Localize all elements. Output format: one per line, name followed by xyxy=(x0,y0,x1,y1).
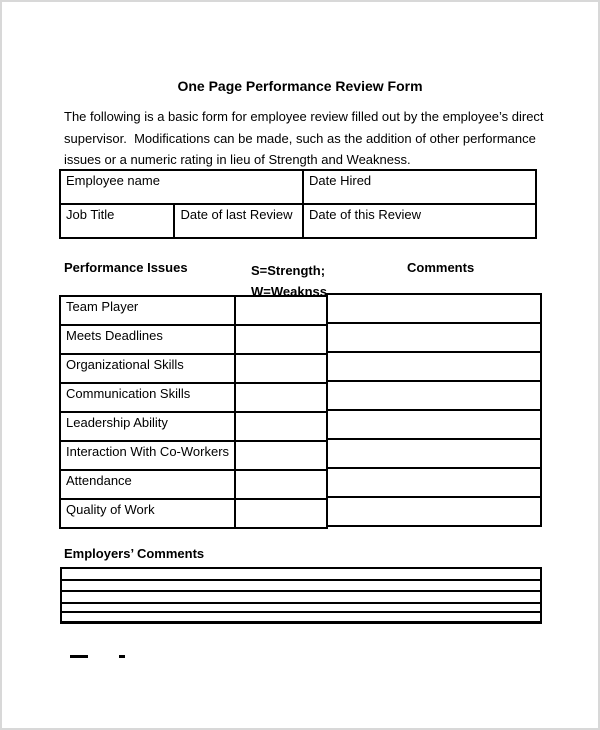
issue-cell xyxy=(60,470,235,499)
comment-cell[interactable] xyxy=(327,410,541,439)
issue-label: Team Player xyxy=(66,299,139,314)
rating-cell[interactable] xyxy=(235,296,327,325)
page-title: One Page Performance Review Form xyxy=(177,78,423,94)
rating-cell[interactable] xyxy=(235,325,327,354)
date-hired-field[interactable] xyxy=(303,170,536,204)
table-row xyxy=(327,410,541,439)
comment-cell[interactable] xyxy=(327,468,541,497)
job-title-label: Job Title xyxy=(66,207,115,222)
job-title-field[interactable] xyxy=(60,204,174,238)
date-this-review-field[interactable] xyxy=(303,204,536,238)
table-row xyxy=(327,352,541,381)
date-last-review-field[interactable] xyxy=(174,204,303,238)
clipped-text-fragment xyxy=(70,655,88,658)
rating-cell[interactable] xyxy=(235,383,327,412)
issue-cell xyxy=(60,296,235,325)
comment-line-row xyxy=(61,603,541,612)
table-row xyxy=(327,439,541,468)
comment-line-row xyxy=(61,580,541,591)
rating-cell[interactable] xyxy=(235,441,327,470)
comment-cell[interactable] xyxy=(327,439,541,468)
date-hired-label: Date Hired xyxy=(309,173,372,188)
comment-line-row xyxy=(61,591,541,603)
table-row xyxy=(327,294,541,323)
comment-line-row xyxy=(61,612,541,622)
intro-line: supervisor. Modifications can be made, such as the addition of other performance xyxy=(64,130,536,146)
table-row xyxy=(60,470,327,499)
comment-cell[interactable] xyxy=(327,294,541,323)
issue-label: Quality of Work xyxy=(66,502,155,517)
info-row-2 xyxy=(60,204,536,238)
table-row xyxy=(60,499,327,528)
employee-name-label: Employee name xyxy=(66,173,160,188)
employers-comments-table xyxy=(60,567,542,624)
table-row xyxy=(327,381,541,410)
comment-line[interactable] xyxy=(61,580,541,591)
rating-legend-line-2: W=Weaknss xyxy=(251,284,327,299)
rating-cell[interactable] xyxy=(235,354,327,383)
table-row xyxy=(327,468,541,497)
issue-label: Communication Skills xyxy=(66,386,191,401)
issue-label: Attendance xyxy=(66,473,132,488)
table-row xyxy=(60,296,327,325)
comment-line[interactable] xyxy=(61,612,541,622)
employee-info-table xyxy=(59,169,537,239)
table-row xyxy=(60,325,327,354)
performance-issues-header: Performance Issues xyxy=(64,260,188,275)
issue-cell xyxy=(60,499,235,528)
intro-paragraph xyxy=(64,106,544,171)
comment-cell[interactable] xyxy=(327,497,541,526)
issue-label: Interaction With Co-Workers xyxy=(66,444,230,459)
employers-comments-heading: Employers’ Comments xyxy=(64,546,205,561)
info-row-1 xyxy=(60,170,536,204)
table-row xyxy=(327,497,541,526)
table-row xyxy=(327,323,541,352)
issue-cell xyxy=(60,441,235,470)
issue-label: Meets Deadlines xyxy=(66,328,163,343)
clipped-text-fragment xyxy=(119,655,125,658)
issue-label: Leadership Ability xyxy=(66,415,168,430)
rating-cell[interactable] xyxy=(235,470,327,499)
employee-name-field[interactable] xyxy=(60,170,303,204)
rating-cell[interactable] xyxy=(235,412,327,441)
rating-legend-line-1: S=Strength; xyxy=(251,263,326,278)
comment-line[interactable] xyxy=(61,591,541,603)
date-this-review-label: Date of this Review xyxy=(309,207,422,222)
comment-line[interactable] xyxy=(61,603,541,612)
intro-line: issues or a numeric rating in lieu of Strength and Weakness. xyxy=(64,152,411,167)
comment-line[interactable] xyxy=(61,568,541,580)
table-row xyxy=(60,383,327,412)
comment-cell[interactable] xyxy=(327,352,541,381)
rating-cell[interactable] xyxy=(235,499,327,528)
table-row xyxy=(60,354,327,383)
comments-column-table xyxy=(326,293,542,527)
issue-cell xyxy=(60,325,235,354)
performance-issues-table xyxy=(59,295,328,529)
issue-cell xyxy=(60,412,235,441)
issue-label: Organizational Skills xyxy=(66,357,184,372)
comment-line-row xyxy=(61,568,541,580)
table-row xyxy=(60,441,327,470)
issue-cell xyxy=(60,354,235,383)
issue-cell xyxy=(60,383,235,412)
table-row xyxy=(60,412,327,441)
comment-cell[interactable] xyxy=(327,381,541,410)
comments-header: Comments xyxy=(407,260,475,275)
comment-cell[interactable] xyxy=(327,323,541,352)
intro-line: The following is a basic form for employee review filled out by the employee’s direct xyxy=(64,109,544,124)
date-last-review-label: Date of last Review xyxy=(180,207,293,222)
